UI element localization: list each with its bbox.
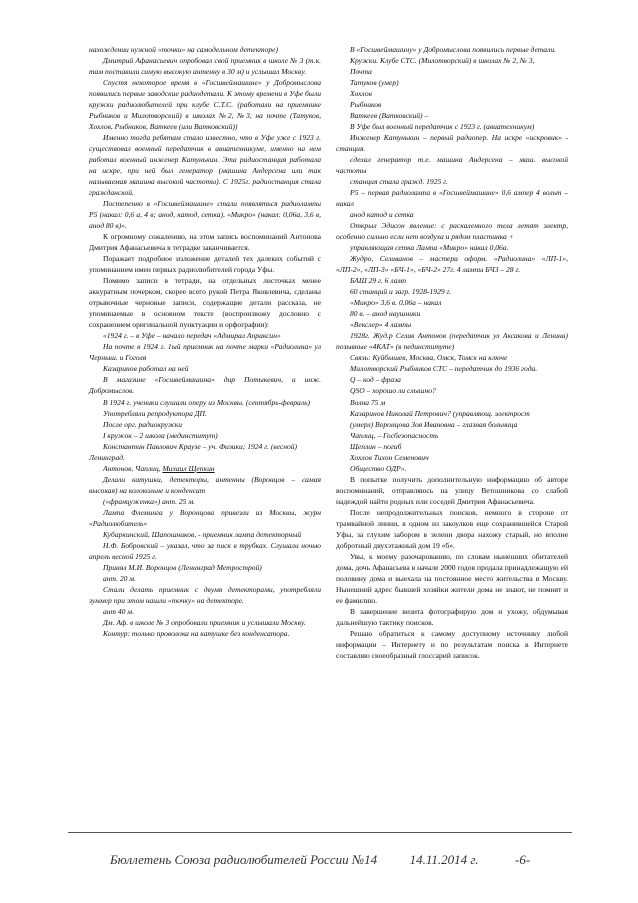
paragraph: Q – код – фраза xyxy=(350,375,401,385)
paragraph: Общество ОДР». xyxy=(350,463,407,473)
paragraph: («француженка») ант. 25 м. xyxy=(103,496,196,506)
paragraph: Делали катушки, детекторы, антенны (Воронцов – самая высокая) на колокольне и конденсат xyxy=(89,474,321,495)
paragraph: нахождении нужной «точки» на самодельном детекторе) xyxy=(89,45,278,54)
paragraph: Ваткеев (Ватковский) – xyxy=(350,111,429,121)
paragraph: После непродолжительных поисков, немного в стороне от трамвайной линии, в одном из закоулков еще сохранившейся Старой Уфы, за глухим забором в зелени двора нахожу старый, но вполне добротный двухэтажный дом 19 «б». xyxy=(336,507,568,550)
paragraph: «Векслер» 4 лампы xyxy=(350,320,412,330)
paragraph: 80 в. – анод наушники xyxy=(350,309,421,319)
paragraph: Кубаркинский, Шапошников, - приемник лампа детекторный xyxy=(103,529,302,539)
right-text-column xyxy=(336,44,568,661)
footer-date: 14.11.2014 г. xyxy=(409,852,479,867)
paragraph: Волна 75 м xyxy=(350,397,386,407)
paragraph: Кружки. Клубе СТС. (Милотворский) в школах № 2, № 3, xyxy=(350,56,535,66)
paragraph: Связь: Куйбышев, Москва, Омск, Томск на ключе xyxy=(350,353,508,363)
paragraph: В попытке получить дополнительную информацию об авторе воспоминаний, отправляюсь на улицу Ветошникова со слабой надеждой найти родных или соседей Дмитрия Афанасьевича. xyxy=(336,474,568,506)
paragraph: Помимо записи в тетради, на отдельных листочках менее аккуратным почерком, скорее всего рукой Петра Яковлевича, сделаны отрывочные черновые записи, содержащие детали рассказа, не упоминаемые в основном тексте (воспроизвожу дословно с сохранением оригинальной пунктуации и орфографии): xyxy=(89,276,321,330)
paragraph: Хохлов Тихон Семенович xyxy=(350,452,429,462)
footer-publication: Бюллетень Союза радиолюбителей России №14 xyxy=(110,852,378,867)
page-footer xyxy=(110,852,540,868)
paragraph: Спустя некоторое время в «Госшвеймашине» у Добромыслова появились первые заводские радиодетали. К этому времени в Уфе были кружки радиолюбителей при клубе С.Т.С. (работали на приемнике Рыбников и Милотворский) в школах №2, №3, на почте (Татуков, Хохлов, Рыбников, Ваткеев (или Ватковский)) xyxy=(89,78,321,132)
paragraph: Жудро, Селиванов – мастера оформ. «Радиолина» «ЛП-1», «ЛП-2», «ЛП-3» «БЧ-1», «БЧ-2» 27г. 4 лампы БЧ3 – 28 г. xyxy=(336,254,568,275)
paragraph: I кружок – 2 школа (мединститут) xyxy=(103,430,218,440)
paragraph: управляющая сетка Лампа «Микро» накал 0,06а. xyxy=(350,243,509,253)
paragraph: Контур: только проволока на катушке без конденсатора. xyxy=(103,628,290,638)
paragraph: Константин Павлович Краузе – уч. Физики; 1924 г. (весной) xyxy=(103,441,298,451)
paragraph: В «Госшвеймашину» у Добромыслова появились первые детали. xyxy=(350,45,556,54)
paragraph: Щеплин – погиб xyxy=(350,441,402,451)
paragraph: (умерл) Воронцова Зоя Ивановна – глазная больница xyxy=(350,419,518,429)
paragraph: БАШ 29 г. 6 ламп xyxy=(350,276,407,286)
paragraph: Н.Ф. Бобровский – указал, что за писк в трубках. Слушали ночью апрель весной 1925 г. xyxy=(89,540,321,561)
paragraph: 60 станций и загр. 1928-1929 г. xyxy=(350,287,452,297)
paragraph: 1928г. Жуд.р Селив Антонов (передатчик ул Аксакова и Ленина) позывные «4КАТ» (в пединституте) xyxy=(336,331,568,352)
paragraph: Стали делать приемник с двумя детекторами, употребляли зуммер при этом нашли «точку» на детекторе. xyxy=(89,584,321,605)
paragraph: Казаринов работал на ней xyxy=(103,364,189,374)
paragraph: «Микро» 3,6 в. 0,06а – накал xyxy=(350,298,442,308)
paragraph: Казаринов Николай Петрович? (управляющ. электрост xyxy=(350,408,530,418)
paragraph: Почта xyxy=(350,67,372,77)
paragraph: Дм. Аф. в школе № 3 опробовали приемник и услышали Москву. xyxy=(103,617,306,627)
paragraph: Татуков (умер) xyxy=(350,78,399,88)
paragraph: После орг. радиокружки xyxy=(103,419,183,429)
paragraph: Открыл Эдисон явление: с раскаленного тела летят электр, особенно сильно если нет воздуха и рядом пластинка + xyxy=(336,221,568,242)
paragraph: «1924 г. – в Уфе – начало передач «Адмирал Апраксин» xyxy=(103,331,281,341)
paragraph: Милотворский Рыбников СТС – передатчик до 1936 года. xyxy=(350,364,538,374)
paragraph: ант. 20 м. xyxy=(103,573,136,583)
paragraph: анод катод и сетка xyxy=(350,210,414,220)
paragraph: Поражает подробное изложение деталей тех далеких событий с упоминанием имен первых радиолюбителей города Уфы. xyxy=(89,254,321,275)
paragraph: Именно тогда ребятам стало известно, что в Уфе уже с 1923 г. существовал военный передатчик в авиатехникуме, именно на нем работал военный инженер Катунькин. Эта радиостанция работала на искре, при ней был генератор (машина Андерсена или так называемая машина высокой частоты). С 1925г. радиостанция стала гражданской. xyxy=(89,133,321,198)
paragraph: Решаю обратиться к самому доступному источнику любой информации – Интернету и по результатам поиска в Интернете составляю своеобразный глоссарий записок. xyxy=(336,628,568,660)
paragraph: Увы, к моему разочарованию, по словам нынешних обитателей дома, дочь Афанасьева в начале 2000 годов продала принадлежащую ей половину дома и выехала на постоянное место жительства в Москву. Нынешний адрес бывшей хозяйки жители дома не знают, не помнят и ее фамилию. xyxy=(336,551,568,605)
paragraph: сделал генератор т.е. машина Андерсена – маш. высокой частоты xyxy=(336,155,568,176)
paragraph: Дмитрий Афанасьевич опробовал свой приемник в школе № 3 (т.к. там поставили самую высокую антенну в 30 м) и услышал Москву. xyxy=(89,56,321,77)
paragraph: На почте в 1924 г. 1ый приемник на почте марки «Радиолина» ул Черныш. и Гоголя xyxy=(89,342,321,363)
paragraph: Инженер Катунькин – первый радиопер. На искре «искровик» - станция. xyxy=(336,133,568,154)
paragraph: Употребляли репродуктора ДП. xyxy=(103,408,207,418)
paragraph: К огромному сожалению, на этом запись воспоминаний Антонова Дмитрия Афанасьевича в тетрадке заканчивается. xyxy=(89,232,321,253)
paragraph: Чаплиц, – Госбезопасность xyxy=(350,430,439,440)
paragraph: Р5 – первая радиолампа в «Госшвеймашине» 0,6 ампер 4 вольт – накал xyxy=(336,188,568,209)
left-text-column xyxy=(89,44,321,639)
paragraph: Лампа Флеминга у Воронцова привезли из Москвы, журн «Радиолюбитель» xyxy=(89,507,321,528)
underlined-name: Михаил Щепкин xyxy=(162,463,215,473)
paragraph: Антонов, Чаплиц, Михаил Щепкин xyxy=(103,463,215,473)
paragraph: В Уфе был военный передатчик с 1923 г. (авиатехникум) xyxy=(350,122,535,132)
paragraph: Хохлов xyxy=(350,89,372,99)
paragraph: станция стала гражд. 1925 г. xyxy=(350,177,448,187)
paragraph: В магазине «Госшвеймашина» дир Потыкевич, и инж. Добромыслов. xyxy=(89,375,321,396)
paragraph: Принял М.И. Воронцов (Ленинград Метрострой) xyxy=(103,562,262,572)
paragraph: Рыбников xyxy=(350,100,382,110)
paragraph: В завершение визита фотографирую дом и ухожу, обдумывая дальнейшую тактику поисков. xyxy=(336,606,568,627)
paragraph: QSO – хорошо ли слышно? xyxy=(350,386,436,396)
paragraph: Постепенно в «Госшвеймашине» стали появляться радиолампы Р5 (накал: 0,6 а, 4 в; анод, катод, сетка), «Микро» (накал: 0,06а, 3,6 в, анод 80 в)». xyxy=(89,199,321,231)
paragraph: ант 40 м. xyxy=(103,606,134,616)
paragraph: В 1924 г. ученики слушали оперу из Москвы. (сентябрь-февраль) xyxy=(103,397,311,407)
footer-rule xyxy=(68,832,572,833)
footer-page-number: -6- xyxy=(515,852,531,867)
paragraph: Ленинград. xyxy=(89,452,125,462)
